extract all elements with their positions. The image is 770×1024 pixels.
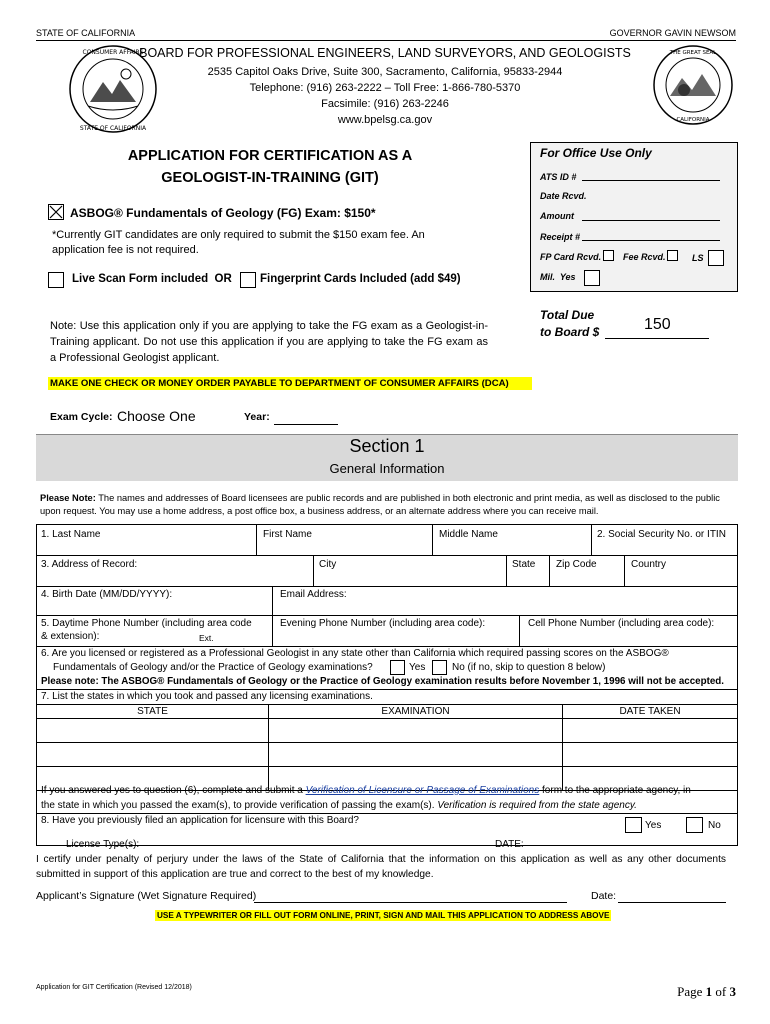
revision-note: Application for GIT Certification (Revised 12/2018) — [36, 984, 192, 991]
table-cell[interactable] — [563, 743, 738, 767]
typewriter-notice: USE A TYPEWRITER OR FILL OUT FORM ONLINE, PRINT, SIGN AND MAIL THIS APPLICATION TO ADDRESS ABOVE — [157, 911, 610, 920]
q8-yes-checkbox[interactable] — [625, 817, 642, 833]
q8-date-field[interactable]: DATE: — [495, 839, 524, 850]
daytime-phone-label[interactable]: 5. Daytime Phone Number (including area code — [41, 618, 252, 629]
ssn-field[interactable]: 2. Social Security No. or ITIN — [597, 529, 726, 540]
ls-checkbox[interactable] — [708, 250, 724, 266]
svg-text:STATE OF CALIFORNIA: STATE OF CALIFORNIA — [79, 125, 147, 132]
exam-fee-checkbox[interactable] — [48, 204, 64, 220]
x-mark-icon — [49, 205, 63, 219]
mil-yes-label: Mil. Yes — [540, 272, 576, 282]
q7-label: 7. List the states in which you took and passed any licensing examinations. — [41, 691, 373, 702]
q6-note: Please note: The ASBOG® Fundamentals of Geology or the Practice of Geology examination results before November 1, 1996 will not be accepted. — [41, 676, 725, 687]
city-field[interactable]: City — [319, 559, 337, 570]
total-due-label-2: to Board $ — [540, 325, 600, 339]
exam-fee-note: *Currently GIT candidates are only required to submit the $150 exam fee. An application fee is not required. — [52, 229, 425, 256]
svg-text:CALIFORNIA: CALIFORNIA — [676, 117, 710, 123]
total-due-value[interactable]: 150 — [644, 316, 671, 333]
verify-line2 — [41, 800, 637, 811]
birth-date-field[interactable]: 4. Birth Date (MM/DD/YYYY): — [41, 589, 173, 600]
q6-line1: 6. Are you licensed or registered as a Professional Geologist in any state other than California which required passing scores on the ASBOG® — [41, 648, 669, 659]
fingerprint-checkbox[interactable] — [240, 272, 256, 288]
table-row — [37, 743, 738, 767]
row2-div3 — [549, 555, 550, 586]
row2-div1 — [313, 555, 314, 586]
board-telephone: Telephone: (916) 263-2222 – Toll Free: 1-866-780-5370 — [249, 82, 521, 94]
q8-no-checkbox[interactable] — [686, 817, 703, 833]
daytime-phone-label-2: & extension): — [41, 631, 100, 642]
form-title-line2: GEOLOGIST-IN-TRAINING (GIT) — [161, 170, 379, 186]
q6-no-label: No (if no, skip to question 8 below) — [452, 662, 606, 673]
row1-bottom — [36, 555, 738, 556]
q8-no-label: No — [708, 820, 721, 831]
office-use-title: For Office Use Only — [540, 146, 652, 160]
exam-history-table — [36, 704, 738, 791]
row1-div3 — [591, 524, 592, 555]
q8-yes-label: Yes — [645, 820, 662, 831]
live-scan-checkbox[interactable] — [48, 272, 64, 288]
table-cell[interactable] — [269, 743, 563, 767]
first-name-field[interactable]: First Name — [263, 529, 312, 540]
q8-label: 8. Have you previously filed an application for licensure with this Board? — [41, 815, 359, 826]
exam-cycle-label: Exam Cycle: — [50, 411, 113, 423]
country-field[interactable]: Country — [631, 559, 667, 570]
signature-label: Applicant’s Signature (Wet Signature Required) — [36, 890, 257, 902]
address-field[interactable]: 3. Address of Record: — [41, 559, 138, 570]
table-cell[interactable] — [563, 719, 738, 743]
page-current: 1 — [705, 984, 713, 999]
governor-label: GOVERNOR GAVIN NEWSOM — [609, 28, 736, 38]
q6-yes-checkbox[interactable] — [390, 660, 405, 675]
ls-label: LS — [692, 253, 704, 263]
last-name-field[interactable]: 1. Last Name — [41, 529, 101, 540]
row2-bottom — [36, 586, 738, 587]
table-cell[interactable] — [37, 719, 269, 743]
amount-line — [582, 220, 720, 221]
year-label: Year: — [244, 411, 270, 423]
col-header-state: STATE — [37, 705, 269, 719]
please-note-bold: Please Note: — [40, 493, 96, 503]
board-website[interactable]: www.bpelsg.ca.gov — [337, 114, 433, 126]
please-note — [40, 492, 734, 517]
exam-fee-label: ASBOG® Fundamentals of Geology (FG) Exam: $150* — [70, 206, 376, 220]
evening-phone-field[interactable]: Evening Phone Number (including area code): — [280, 618, 486, 629]
svg-text:CONSUMER AFFAIRS: CONSUMER AFFAIRS — [82, 49, 144, 56]
live-scan-label: Live Scan Form included OR — [72, 273, 232, 285]
row4-div1 — [272, 615, 273, 646]
mil-yes-checkbox[interactable] — [584, 270, 600, 286]
verify-line2-text: the state in which you passed the exam(s), to provide verification of passing the exam(s). — [41, 800, 438, 811]
fp-card-checkbox[interactable] — [603, 250, 614, 261]
table-cell[interactable] — [269, 719, 563, 743]
ats-id-line — [582, 180, 720, 181]
exam-cycle-select[interactable]: Choose One — [117, 408, 196, 424]
row3-bottom — [36, 615, 738, 616]
q6-line2: Fundamentals of Geology and/or the Practice of Geology examinations? — [53, 662, 373, 673]
row4-div2 — [519, 615, 520, 646]
payable-notice: MAKE ONE CHECK OR MONEY ORDER PAYABLE TO DEPARTMENT OF CONSUMER AFFAIRS (DCA) — [48, 377, 532, 390]
row2-div2 — [506, 555, 507, 586]
page-number — [671, 968, 736, 1000]
row1-div1 — [256, 524, 257, 555]
receipt-line — [582, 240, 720, 241]
receipt-label: Receipt # — [540, 232, 581, 242]
verify-line1 — [41, 785, 691, 796]
board-fax: Facsimile: (916) 263-2246 — [321, 98, 449, 110]
page-pre: Page — [677, 984, 706, 999]
row1-div2 — [432, 524, 433, 555]
ext-field[interactable]: Ext. — [199, 633, 214, 643]
signature-line[interactable] — [254, 902, 567, 903]
middle-name-field[interactable]: Middle Name — [439, 529, 498, 540]
total-due-line — [605, 338, 709, 339]
section-subtitle: General Information — [329, 461, 445, 476]
ats-id-label: ATS ID # — [540, 172, 577, 182]
verify-pre: If you answered yes to question (6), complete and submit a — [41, 785, 306, 796]
verify-required: Verification is required from the state agency. — [437, 800, 637, 811]
verify-post: form to the appropriate agency, in — [539, 785, 691, 796]
row7-bottom — [36, 813, 738, 814]
date-rcvd-label: Date Rcvd. — [540, 191, 587, 201]
signature-date-line[interactable] — [618, 902, 726, 903]
table-cell[interactable] — [37, 743, 269, 767]
board-address: 2535 Capitol Oaks Drive, Suite 300, Sacramento, California, 95833-2944 — [207, 66, 563, 78]
usage-note: Note: Use this application only if you are applying to take the FG exam as a Geologist-in-Training applicant. Do not use this application if you are applying to take the FG exam as a Professional Geologist applicant. — [50, 320, 488, 364]
col-header-date-taken: DATE TAKEN — [563, 705, 738, 719]
state-label: STATE OF CALIFORNIA — [36, 28, 136, 38]
amount-label: Amount — [540, 211, 574, 221]
svg-text:THE GREAT SEAL: THE GREAT SEAL — [669, 50, 717, 56]
row3-div1 — [272, 586, 273, 615]
total-due-label: Total Due — [540, 308, 595, 322]
zip-field[interactable]: Zip Code — [556, 559, 597, 570]
page-total: 3 — [729, 984, 736, 999]
section-title: Section 1 — [349, 436, 425, 456]
q6-yes-label: Yes — [409, 662, 426, 673]
fee-rcvd-checkbox[interactable] — [667, 250, 678, 261]
verification-form-link[interactable]: Verification of Licensure or Passage of Examinations — [305, 785, 540, 796]
q6-no-checkbox[interactable] — [432, 660, 447, 675]
fee-rcvd-label: Fee Rcvd. — [623, 252, 666, 262]
table-row — [37, 719, 738, 743]
col-header-examination: EXAMINATION — [269, 705, 563, 719]
row2-div4 — [624, 555, 625, 586]
page-mid: of — [712, 984, 730, 999]
license-type-field[interactable]: License Type(s): — [66, 839, 140, 850]
cell-phone-field[interactable]: Cell Phone Number (including area code): — [528, 618, 715, 629]
email-field[interactable]: Email Address: — [280, 589, 347, 600]
row4-bottom — [36, 646, 738, 647]
please-note-text: The names and addresses of Board licensees are public records and are published in both electronic and print media, as well as disclosed to the public upon request. You may use a home address, a post office box, a business address, or an alternate address where you can receive mail. — [40, 493, 720, 516]
fingerprint-label: Fingerprint Cards Included (add $49) — [260, 273, 461, 285]
row6-bottom — [36, 689, 738, 690]
board-name: BOARD FOR PROFESSIONAL ENGINEERS, LAND SURVEYORS, AND GEOLOGISTS — [139, 46, 631, 60]
header-rule — [36, 40, 736, 41]
year-field[interactable] — [274, 424, 338, 425]
signature-date-label: Date: — [591, 890, 617, 902]
state-field[interactable]: State — [512, 559, 536, 570]
fp-card-label: FP Card Rcvd. — [540, 252, 602, 262]
certification-statement: I certify under penalty of perjury under the laws of the State of California that the information on this application as well as any other documents submitted in support of this application are true and correct to the best of my knowledge. — [36, 854, 726, 880]
form-title-line1: APPLICATION FOR CERTIFICATION AS A — [127, 148, 413, 164]
